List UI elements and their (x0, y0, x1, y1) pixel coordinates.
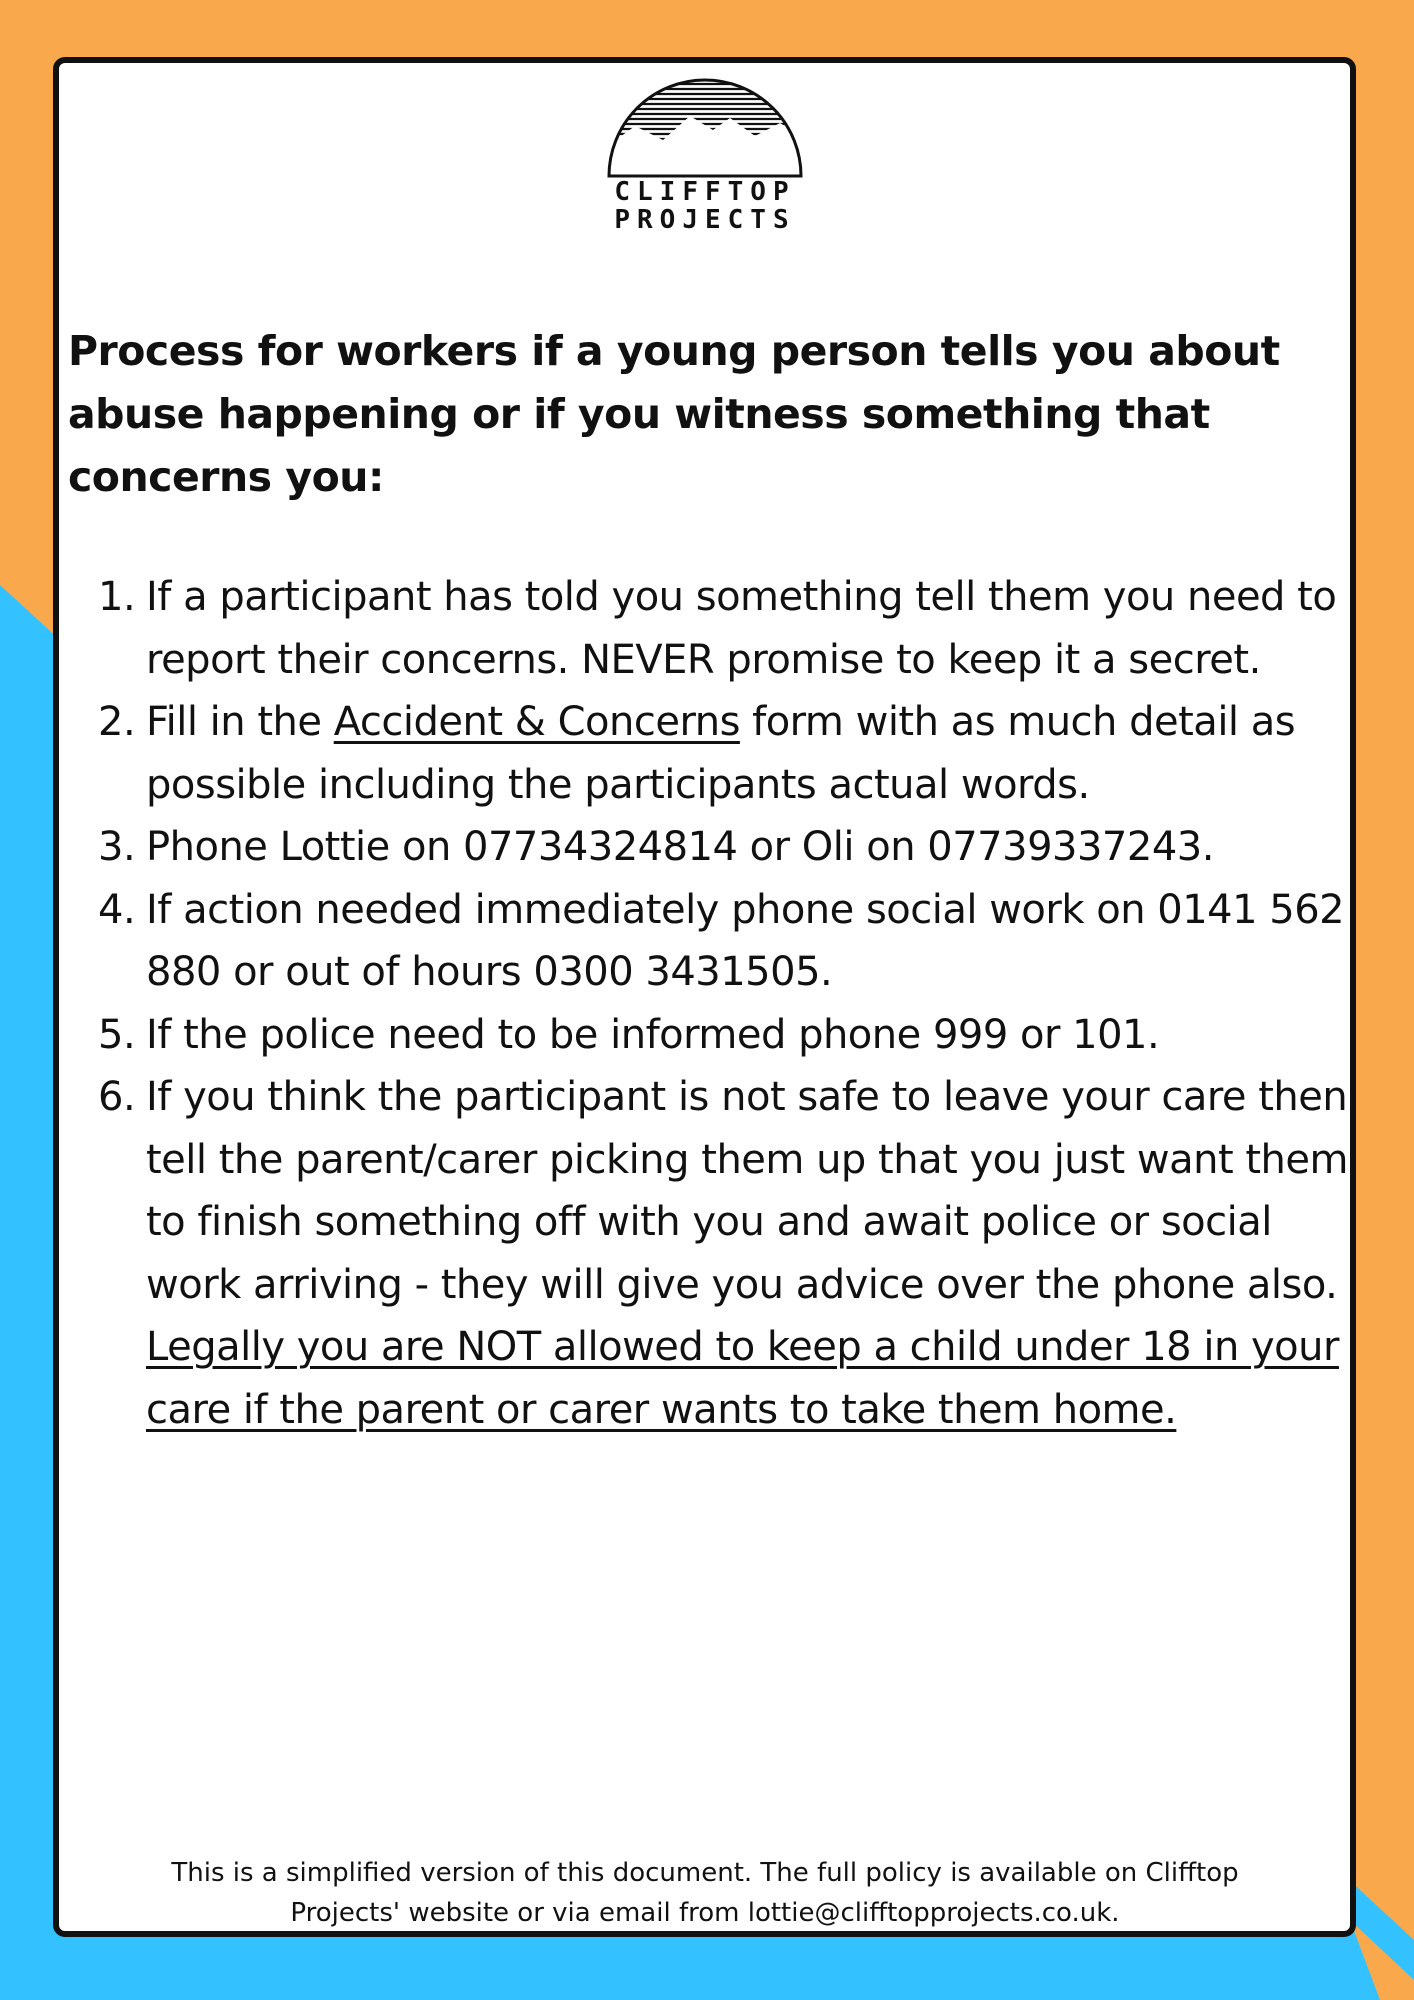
step-text: Phone Lottie on 07734324814 or Oli on 07739337243. (146, 824, 1214, 870)
accident-concerns-form-link[interactable]: Accident & Concerns (333, 699, 740, 745)
step-text: If action needed immediately phone social work on 0141 562 880 or out of hours 0300 3431505. (146, 886, 1345, 995)
step-3 (98, 816, 1348, 879)
step-number: 1. (98, 574, 136, 620)
clifftop-logo (605, 78, 805, 238)
step-number: 4. (98, 886, 136, 933)
step-text: If you think the participant is not safe to leave your care then tell the parent/carer picking them up that you just want them to finish something off with you and await police or social work arriving - they will give you advice over the phone also. (146, 1074, 1348, 1308)
step-number: 5. (98, 1011, 136, 1058)
legal-warning-emphasis: Legally you are NOT allowed to keep a child under 18 in your care if the parent or carer wants to take them home. (146, 1324, 1339, 1433)
step-4 (98, 879, 1348, 1004)
step-text: If a participant has told you something tell them you need to report their concerns. NEVER promise to keep it a secret. (146, 574, 1337, 683)
step-2 (98, 691, 1348, 816)
step-text: If the police need to be informed phone 999 or 101. (146, 1011, 1160, 1058)
footer-note (80, 1853, 1330, 1933)
step-number: 6. (98, 1074, 136, 1120)
step-6 (98, 1066, 1348, 1441)
footer-line-1: This is a simplified version of this document. The full policy is available on Clifftop (171, 1858, 1239, 1888)
step-number: 2. (98, 699, 136, 745)
footer-line-2: Projects' website or via email from lottie@clifftopprojects.co.uk. (290, 1898, 1120, 1928)
page-title: Process for workers if a young person tells you about abuse happening or if you witness something that concerns you: (68, 327, 1280, 501)
step-text: Fill in the (146, 699, 334, 745)
mountain-sunset-icon (605, 78, 805, 178)
step-number: 3. (98, 824, 136, 870)
step-5 (98, 1004, 1348, 1067)
step-text-continued: form with as much detail as possible including the participants actual words. (146, 699, 1296, 808)
process-steps-list (98, 566, 1348, 1441)
logo-text-line1: CLIFFTOP (614, 177, 796, 207)
logo-text-line2: PROJECTS (614, 205, 796, 235)
step-1 (98, 566, 1348, 691)
